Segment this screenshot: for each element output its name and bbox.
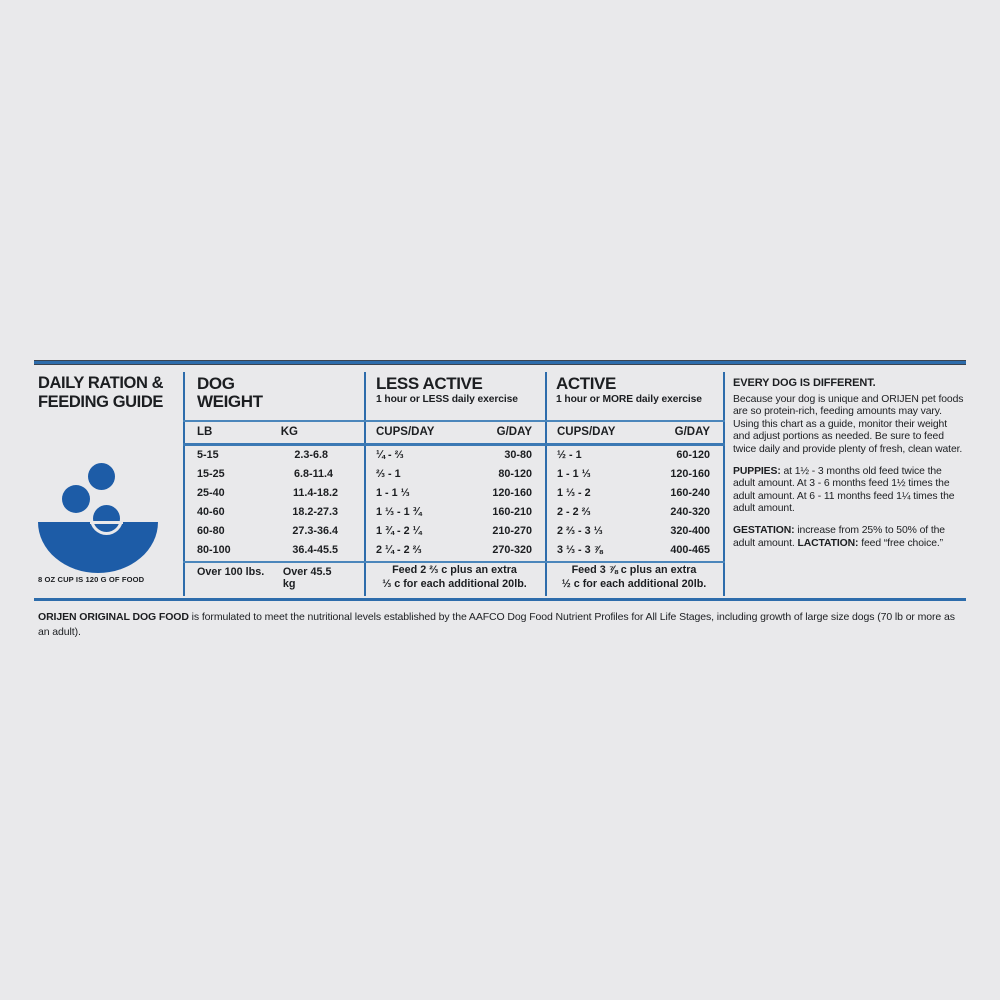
active-header xyxy=(556,375,702,405)
page-title-line1: DAILY RATION & xyxy=(38,374,164,392)
cell-kg: 2.3-6.8 xyxy=(294,449,328,461)
less-active-subtitle: 1 hour or LESS daily exercise xyxy=(376,394,518,405)
cell-lb: 25-40 xyxy=(197,487,225,499)
table-row xyxy=(364,506,545,518)
table-row xyxy=(545,506,723,518)
cell-lb: 80-100 xyxy=(197,544,231,556)
notes-heading: EVERY DOG IS DIFFERENT. xyxy=(733,377,876,389)
kibble-dot-icon xyxy=(62,485,90,513)
dog-weight-title-line1: DOG xyxy=(197,374,235,393)
cell-g: 160-210 xyxy=(492,506,532,518)
overrow-topline-rule xyxy=(183,561,725,563)
dog-weight-title-line2: WEIGHT xyxy=(197,392,263,411)
table-row xyxy=(364,487,545,499)
cell-cups: 1 ⅓ - 1 ¾ xyxy=(376,506,422,518)
cell-cups: ½ - 1 xyxy=(557,449,582,461)
cell-cups: ¼ - ⅔ xyxy=(376,449,404,461)
cell-cups: 1 ⅓ - 2 xyxy=(557,487,591,499)
col-header-kg: KG xyxy=(280,426,298,438)
cell-cups: 1 ¾ - 2 ¼ xyxy=(376,525,422,537)
cell-lb: 5-15 xyxy=(197,449,219,461)
kibble-dot-icon xyxy=(93,505,120,532)
feed-note-line2: ⅓ c for each additional 20lb. xyxy=(382,577,527,590)
table-row xyxy=(364,449,545,461)
col-header-g: G/DAY xyxy=(496,426,532,438)
cell-g: 30-80 xyxy=(504,449,532,461)
notes-body: Because your dog is unique and ORIJEN pet foods are so protein-rich, feeding amounts may vary. Using this chart as a guide, monitor their weight and adjust portions as needed. Be sure to feed twice daily and provide plenty of fresh, clean water. xyxy=(733,393,964,455)
gestation-lactation-note xyxy=(733,525,966,550)
cell-kg: 36.4-45.5 xyxy=(292,544,338,556)
table-row xyxy=(183,449,364,461)
dog-weight-subheader xyxy=(183,426,364,438)
bottom-divider-rule xyxy=(34,598,966,601)
table-row xyxy=(183,525,364,537)
less-active-title: LESS ACTIVE xyxy=(376,374,483,393)
cell-g: 120-160 xyxy=(670,468,710,480)
cell-cups: 1 - 1 ⅓ xyxy=(557,468,591,480)
cell-cups: 2 ¼ - 2 ⅔ xyxy=(376,544,422,556)
table-row-over-100 xyxy=(183,566,364,590)
cell-g: 60-120 xyxy=(676,449,710,461)
col-header-cups: CUPS/DAY xyxy=(557,426,616,438)
table-row xyxy=(545,449,723,461)
less-active-feed-note xyxy=(368,564,541,591)
cell-g: 80-120 xyxy=(498,468,532,480)
cell-kg: 6.8-11.4 xyxy=(293,468,333,480)
table-row xyxy=(183,468,364,480)
dog-weight-header xyxy=(197,375,263,411)
lactation-text: feed “free choice.” xyxy=(858,537,944,549)
cell-cups: 2 - 2 ⅔ xyxy=(557,506,591,518)
active-subheader xyxy=(545,426,723,438)
lactation-label: LACTATION: xyxy=(797,537,859,549)
table-row xyxy=(183,487,364,499)
table-row xyxy=(545,525,723,537)
col-header-lb: LB xyxy=(197,426,213,438)
cell-g: 400-465 xyxy=(670,544,710,556)
bowl-rim-gap xyxy=(90,521,123,524)
cell-cups: 2 ⅔ - 3 ⅓ xyxy=(557,525,603,537)
top-divider-rule xyxy=(34,360,966,365)
cell-cups: 1 - 1 ⅓ xyxy=(376,487,410,499)
subheader-underline-rule xyxy=(183,443,725,446)
col-header-g: G/DAY xyxy=(674,426,710,438)
cell-kg: 11.4-18.2 xyxy=(292,487,338,499)
puppies-text: at 1½ - 3 months old feed twice the adult amount. At 3 - 6 months feed 1½ times the adult amount. At 6 - 11 months feed 1¼ times the adult amount. xyxy=(733,465,955,515)
less-active-header xyxy=(376,375,518,405)
table-row xyxy=(364,468,545,480)
cell-lb: 15-25 xyxy=(197,468,225,480)
gestation-label: GESTATION: xyxy=(733,524,795,536)
cell-g: 270-320 xyxy=(492,544,532,556)
feed-note-line1: Feed 3 ⅞ c plus an extra xyxy=(571,564,697,576)
aafco-statement xyxy=(38,610,966,639)
cell-kg: 27.3-36.4 xyxy=(292,525,338,537)
table-row xyxy=(364,525,545,537)
gestation-text: increase from 25% to 50% of the adult amount. xyxy=(733,524,945,549)
cup-measure-note: 8 OZ CUP IS 120 G OF FOOD xyxy=(38,575,145,584)
aafco-statement-text: is formulated to meet the nutritional levels established by the AAFCO Dog Food Nutrient Profiles for All Life Stages, including growth of large size dogs (70 lb or more as an adult). xyxy=(38,611,955,638)
puppies-label: PUPPIES: xyxy=(733,465,781,477)
active-title: ACTIVE xyxy=(556,374,616,393)
page-title-line2: FEEDING GUIDE xyxy=(38,393,163,411)
cell-lb: 60-80 xyxy=(197,525,225,537)
aafco-statement-bold: ORIJEN ORIGINAL DOG FOOD xyxy=(38,611,189,623)
feed-note-line2: ½ c for each additional 20lb. xyxy=(561,577,707,590)
cell-g: 240-320 xyxy=(670,506,710,518)
cell-kg: Over 45.5 kg xyxy=(282,566,332,590)
active-feed-note xyxy=(549,564,719,591)
cell-g: 120-160 xyxy=(492,487,532,499)
table-row xyxy=(545,468,723,480)
header-underline-rule xyxy=(183,420,725,422)
cell-g: 210-270 xyxy=(492,525,532,537)
notes-column xyxy=(733,377,966,550)
cell-lb: 40-60 xyxy=(197,506,225,518)
col-header-cups: CUPS/DAY xyxy=(376,426,435,438)
kibble-dot-icon xyxy=(88,463,115,490)
table-row xyxy=(545,487,723,499)
less-active-subheader xyxy=(364,426,545,438)
table-row xyxy=(545,544,723,556)
cell-g: 320-400 xyxy=(670,525,710,537)
puppies-note xyxy=(733,466,966,516)
cell-cups: ⅔ - 1 xyxy=(376,468,401,480)
cell-lb: Over 100 lbs. xyxy=(197,566,265,578)
active-subtitle: 1 hour or MORE daily exercise xyxy=(556,394,702,405)
feed-note-line1: Feed 2 ⅔ c plus an extra xyxy=(392,564,517,576)
table-row xyxy=(183,544,364,556)
cell-kg: 18.2-27.3 xyxy=(292,506,338,518)
table-row xyxy=(364,544,545,556)
page-title xyxy=(38,374,163,412)
cell-cups: 3 ⅓ - 3 ⅞ xyxy=(557,544,603,556)
cell-g: 160-240 xyxy=(670,487,710,499)
table-row xyxy=(183,506,364,518)
